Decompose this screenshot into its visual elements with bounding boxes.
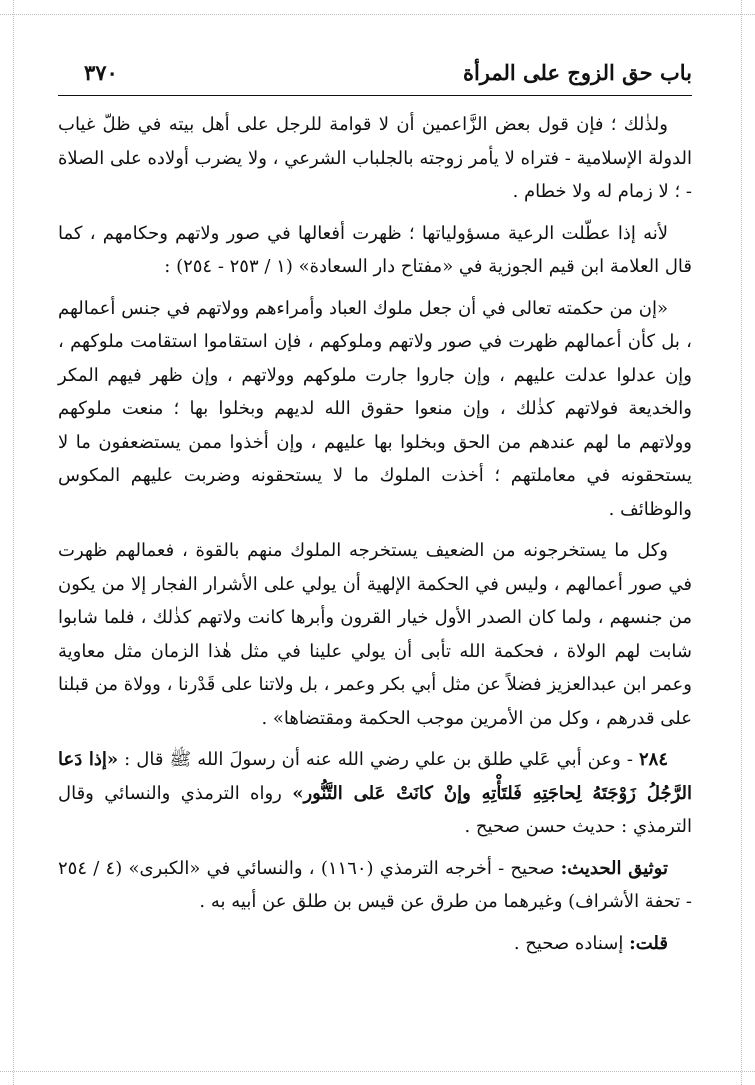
hadith-after: رواه الترمذي والنسائي وقال الترمذي : حديث حسن صحيح .: [58, 782, 692, 837]
page-header: [58, 60, 692, 96]
hadith-number: ٢٨٤: [638, 749, 668, 770]
paragraph-citation: لأنه إذا عطّلت الرعية مسؤولياتها ؛ ظهرت أفعالها في صور ولاتهم وحكامهم ، كما قال العلامة ابن قيم الجوزية في «مفتاح دار السعادة» (١ / ٢٥٣ - ٢٥٤) :: [58, 222, 692, 277]
crop-guide-left: [13, 0, 14, 1085]
crop-guide-right: [741, 0, 742, 1085]
running-title: باب حق الزوج على المرأة: [462, 60, 692, 85]
book-page: [58, 60, 692, 968]
paragraph-intro: ولذٰلك ؛ فإن قول بعض الزَّاعمين أن لا قوامة للرجل على أهل بيته في ظلّ غياب الدولة الإسلامية - فتراه لا يأمر زوجته بالجلباب الشرعي ، ولا يضرب أولاده على الصلاة - ؛ لا زمام له ولا خطام .: [58, 114, 692, 202]
takhrij-text: صحيح - أخرجه الترمذي (١١٦٠) ، والنسائي في «الكبرى» (٤ / ٢٥٤ - تحفة الأشراف) وغيرهما من طرق عن قيس بن طلق عن أبيه به .: [58, 857, 692, 912]
note-label: قلت:: [629, 932, 668, 954]
hadith-intro: - وعن أبي عَلي طلق بن علي رضي الله عنه أن رسولَ الله ﷺ قال :: [124, 749, 639, 770]
hadith-text: «إذا دَعا الرَّجُلُ زَوْجَتَهُ لِحاجَتِهِ فَلتَأْتِهِ وإنْ كانَتْ عَلى التَّنُّور»: [58, 749, 692, 804]
crop-guide-top: [0, 14, 755, 15]
hadith-paragraph: [58, 743, 692, 844]
note-text: إسناده صحيح .: [513, 932, 630, 954]
page-number: ٣٧٠: [84, 60, 118, 85]
note-paragraph: [58, 927, 692, 961]
takhrij-label: توثيق الحديث:: [560, 857, 668, 879]
takhrij-paragraph: [58, 852, 692, 919]
crop-guide-bottom: [0, 1071, 755, 1072]
quote-paragraph-2: وكل ما يستخرجونه من الضعيف يستخرجه الملوك منهم بالقوة ، فعمالهم ظهرت في صور أعمالهم ، وليس في الحكمة الإلهية أن يولي على الأشرار الفجار إلا من يكون من جنسهم ، ولما كان الصدر الأول خيار القرون وأبرها كانت ولاتهم كذٰلك ، فلما شابوا شابت لهم الولاة ، فحكمة الله تأبى أن يولي علينا في مثل هٰذا الزمان مثل معاوية وعمر ابن عبدالعزيز فضلاً عن مثل أبي بكر وعمر ، بل ولاتنا على قَدْرنا ، وولاة من قبلنا على قدرهم ، وكل من الأمرين موجب الحكمة ومقتضاها» .: [58, 540, 692, 729]
quote-paragraph-1: «إن من حكمته تعالى في أن جعل ملوك العباد وأمراءهم وولاتهم في جنس أعمالهم ، بل كأن أعمالهم ظهرت في صور ولاتهم وملوكهم ، فإن استقاموا استقامت ملوكهم ، وإن عدلوا عدلت عليهم ، وإن جاروا جارت ملوكهم وولاتهم ، وإن ظهر فيهم المكر والخديعة فولاتهم كذٰلك ، وإن منعوا حقوق الله لديهم وبخلوا بها ؛ منعت ملوكهم وولاتهم ما لهم عندهم من الحق وبخلوا بها عليهم ، وإن أخذوا ممن يستضعفون ما لا يستحقونه في معاملتهم ؛ أخذت الملوك ما لا يستحقونه وضربت عليهم المكوس والوظائف .: [58, 297, 692, 520]
